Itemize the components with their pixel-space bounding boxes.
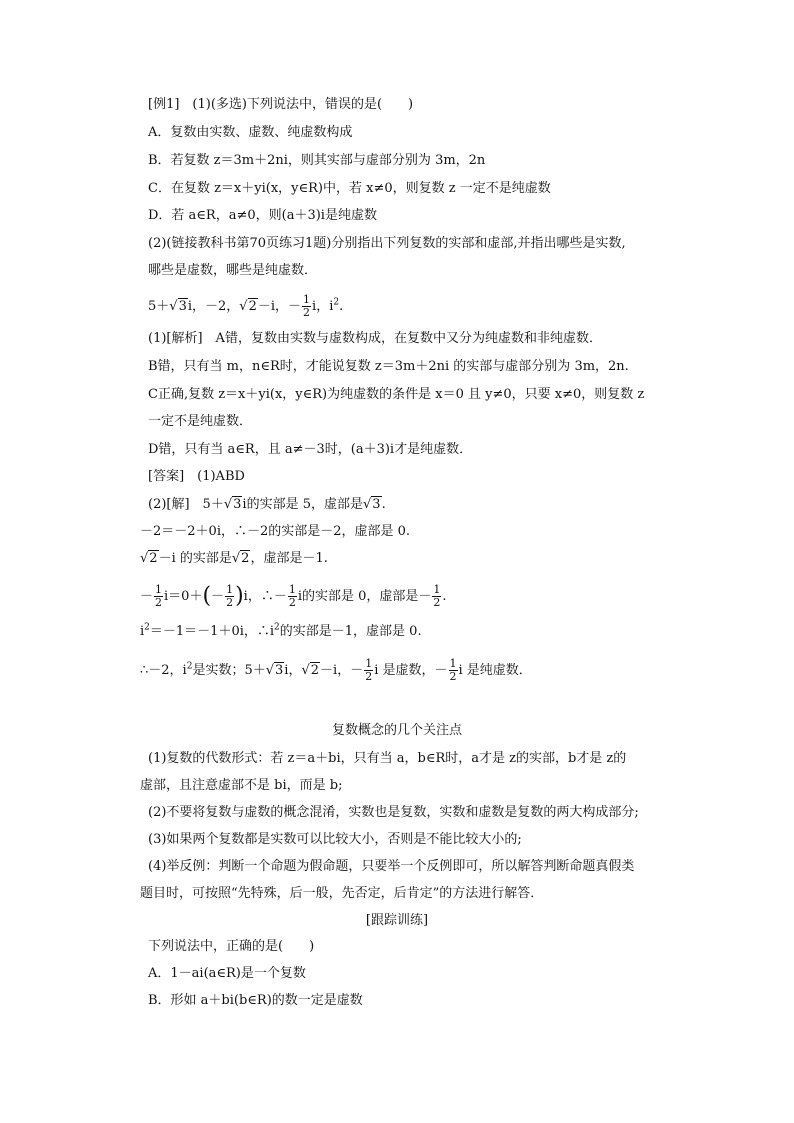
- text-run: ＝－1＝－1＋0i，∴i: [149, 624, 275, 639]
- fraction-denominator: 2: [433, 596, 441, 609]
- analysis-b: B错，只有当 m，n∈R时，才能说复数 z＝3m＋2ni 的实部与虚部分别为 3m，2n.: [148, 359, 629, 374]
- fraction-numerator: 1: [365, 657, 373, 670]
- fraction-denominator: 2: [288, 596, 296, 609]
- text-run: 的实部是－1，虚部是 0.: [279, 624, 422, 639]
- sqrt-2-value: 2: [310, 663, 320, 678]
- list-part: 5＋: [148, 299, 170, 314]
- sqrt-2-value: 2: [248, 299, 257, 314]
- text-run: i＝0＋: [164, 589, 203, 604]
- practice-option-b: B．形如 a＋bi(b∈R)的数一定是虚数: [148, 993, 363, 1008]
- note-4-line-2: 题目时，可按照“先特殊，后一般，先否定，后肯定”的方法进行解答．: [140, 886, 544, 901]
- list-part: .: [339, 299, 344, 314]
- sqrt-2: √2: [140, 551, 158, 566]
- sqrt-3: √3: [265, 663, 284, 678]
- solution-line-4: [140, 584, 447, 609]
- text-run: i的实部是 0，虚部是－: [297, 589, 432, 604]
- fraction-one-half: [432, 584, 441, 609]
- text-run: －: [140, 589, 154, 604]
- fraction-one-half: [288, 584, 297, 609]
- sqrt-2: √2: [301, 663, 320, 678]
- right-paren: ): [235, 583, 244, 609]
- solution-line-3: [140, 550, 328, 568]
- text-run: －i 的实部是: [158, 551, 232, 566]
- text-run: (2)[解] 5＋: [148, 497, 224, 512]
- practice-heading: [跟踪训练]: [365, 913, 429, 928]
- fraction-denominator: 2: [303, 306, 311, 319]
- sqrt-3-value: 3: [178, 299, 187, 314]
- sqrt-2-value: 2: [241, 551, 250, 566]
- sqrt-3-value: 3: [372, 497, 381, 512]
- text-run: i的实部是 5，虚部是: [242, 497, 363, 512]
- text-run: .: [381, 497, 386, 512]
- text-run: i，∴－: [243, 589, 287, 604]
- solution-line-5: [140, 623, 422, 641]
- practice-question: 下列说法中，正确的是( ): [148, 939, 315, 954]
- superscript: 2: [144, 622, 150, 633]
- option-c: C．在复数 z＝x＋yi(x，y∈R)中，若 x≠0，则复数 z 一定不是纯虚数: [148, 181, 551, 196]
- fraction-denominator: 2: [449, 670, 457, 683]
- sqrt-2: √2: [239, 299, 257, 314]
- sqrt-3-value: 3: [233, 497, 242, 512]
- fraction-one-half: [364, 658, 373, 683]
- fraction-numerator: 1: [449, 657, 457, 670]
- option-b: B．若复数 z＝3m＋2ni，则其实部与虚部分别为 3m，2n: [148, 153, 486, 168]
- fraction-numerator: 1: [303, 293, 311, 306]
- sqrt-3-value: 3: [275, 663, 284, 678]
- fraction-one-half: [225, 584, 234, 609]
- text-run: .: [442, 589, 447, 604]
- superscript: 2: [274, 622, 280, 633]
- fraction-denominator: 2: [365, 670, 373, 683]
- question-2-line-1: (2)(链接教科书第70页练习1题)分别指出下列复数的实部和虚部,并指出哪些是实数,: [148, 236, 626, 251]
- fraction-numerator: 1: [155, 583, 163, 596]
- fraction-numerator: 1: [433, 583, 441, 596]
- note-4-line-1: (4)举反例：判断一个命题为假命题，只要举一个反例即可，所以解答判断命题真假类: [148, 859, 635, 874]
- superscript: 2: [333, 297, 340, 308]
- fraction-one-half: [302, 294, 311, 319]
- fraction-one-half: [449, 658, 458, 683]
- text-run: －: [211, 589, 225, 604]
- text-run: i，: [284, 663, 302, 678]
- fraction-numerator: 1: [288, 583, 296, 596]
- superscript: 2: [186, 661, 193, 672]
- text-run: i 是纯虚数．: [458, 663, 532, 678]
- analysis-a: (1)[解析] A错，复数由实数与虚数构成，在复数中又分为纯虚数和非纯虚数．: [148, 331, 602, 346]
- option-d: D．若 a∈R，a≠0，则(a＋3)i是纯虚数: [148, 208, 377, 223]
- question-2-line-2: 哪些是虚数，哪些是纯虚数．: [148, 263, 318, 278]
- text-run: ，虚部是－1.: [250, 551, 328, 566]
- note-1-line-1: (1)复数的代数形式：若 z＝a＋bi，只有当 a，b∈R时，a才是 z的实部，b才是 z的: [148, 751, 627, 766]
- list-part: i，i: [312, 299, 334, 314]
- example-1-question-1: [例1] (1)(多选)下列说法中，错误的是( ): [148, 97, 414, 112]
- question-2-number-list: [148, 294, 343, 319]
- sqrt-3: √3: [169, 299, 187, 314]
- fraction-denominator: 2: [226, 596, 234, 609]
- text-run: ∴－2，i: [140, 663, 187, 678]
- note-3: (3)如果两个复数都是实数可以比较大小，否则是不能比较大小的;: [148, 832, 522, 847]
- text-run: 是实数；5＋: [192, 663, 266, 678]
- analysis-c-line-2: 一定不是纯虚数．: [148, 414, 253, 429]
- solution-line-2: －2＝－2＋0i，∴－2的实部是－2，虚部是 0.: [140, 524, 411, 539]
- analysis-c-line-1: C正确,复数 z＝x＋yi(x，y∈R)为纯虚数的条件是 x＝0 且 y≠0，只要 x≠0，则复数 z: [148, 387, 645, 402]
- note-2: (2)不要将复数与虚数的概念混淆，实数也是复数，实数和虚数是复数的两大构成部分;: [148, 805, 639, 820]
- sqrt-2-value: 2: [149, 551, 158, 566]
- list-part: i，－2，: [187, 299, 240, 314]
- solution-line-1: [148, 496, 386, 514]
- solution-line-6: [140, 658, 532, 683]
- sqrt-2: √2: [231, 551, 250, 566]
- sqrt-3: √3: [362, 497, 381, 512]
- notes-heading: 复数概念的几个关注点: [331, 723, 462, 738]
- practice-option-a: A．1－ai(a∈R)是一个复数: [148, 966, 306, 981]
- text-run: －i，－: [320, 663, 364, 678]
- left-paren: (: [202, 583, 212, 609]
- text-run: i: [140, 624, 145, 639]
- fraction-denominator: 2: [155, 596, 163, 609]
- sqrt-3: √3: [223, 497, 242, 512]
- answer-line: [答案] (1)ABD: [148, 469, 245, 484]
- note-1-line-2: 虚部，且注意虚部不是 bi，而是 b;: [140, 778, 343, 793]
- fraction-one-half: [154, 584, 163, 609]
- option-a: A．复数由实数、虚数、纯虚数构成: [148, 125, 353, 140]
- text-run: i 是虚数，－: [374, 663, 448, 678]
- analysis-d: D错，只有当 a∈R，且 a≠－3时，(a＋3)i才是纯虚数．: [148, 442, 473, 457]
- list-part: －i，－: [257, 299, 302, 314]
- fraction-numerator: 1: [226, 583, 234, 596]
